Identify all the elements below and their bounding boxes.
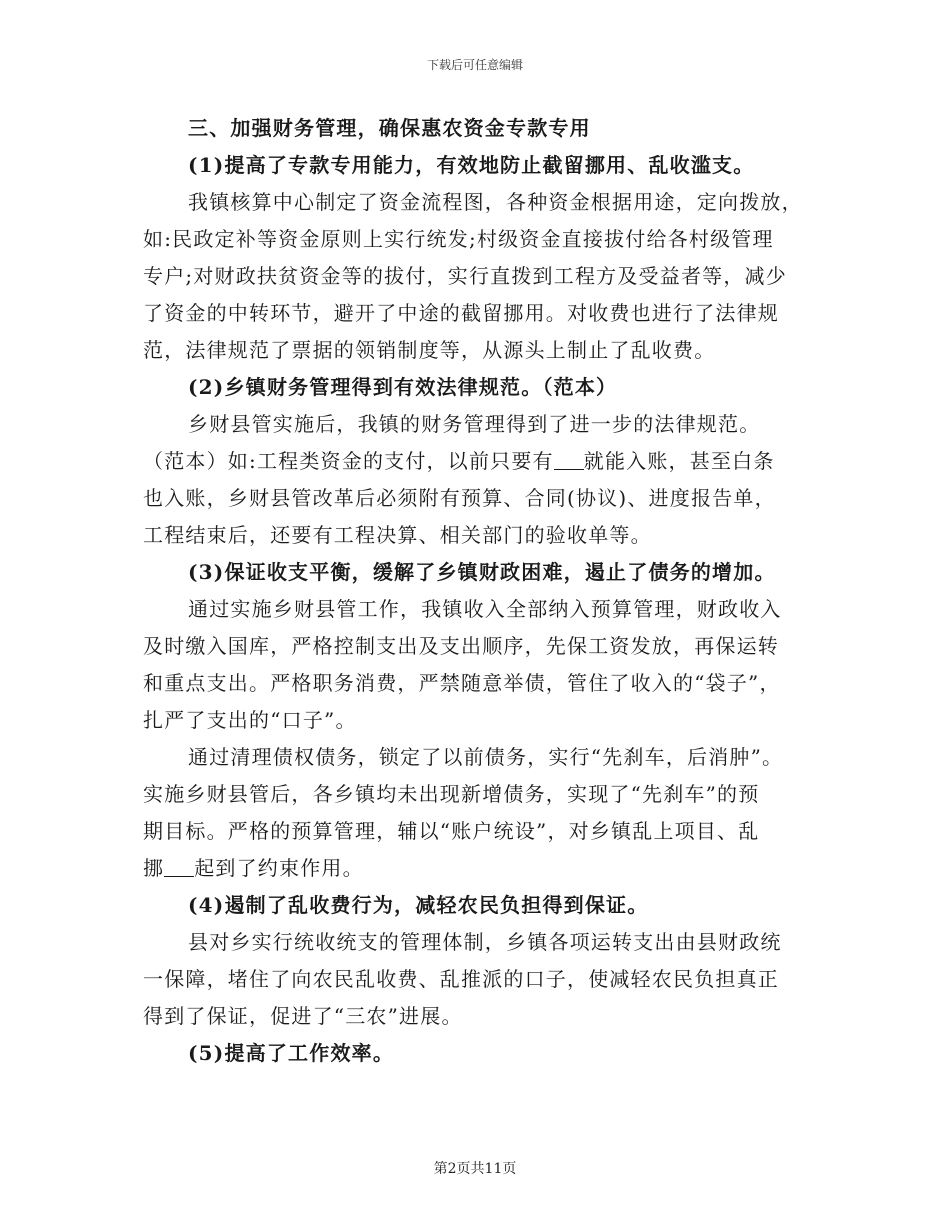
subheading: (4)遏制了乱收费行为，减轻农民负担得到保证。 (188, 893, 649, 917)
paragraph-line: 也入账，乡财县管改革后必须附有预算、合同(协议)、进度报告单， (143, 486, 776, 510)
paragraph-line: 了资金的中转环节，避开了中途的截留挪用。对收费也进行了法律规 (143, 301, 779, 325)
page-footer: 第2页共11页 (433, 1161, 517, 1177)
paragraph-line (143, 850, 813, 887)
paragraph-line: 得到了保证，促进了“三农”进展。 (143, 1004, 463, 1028)
page-header: 下载后可任意编辑 (426, 58, 523, 72)
paragraph-line (143, 443, 813, 480)
subheading: (1)提高了专款专用能力，有效地防止截留挪用、乱收滥支。 (188, 153, 755, 177)
text-segment: 就能入账，甚至白条 (583, 449, 775, 473)
section-heading: 三、加强财务管理，确保惠农资金专款专用 (188, 116, 591, 140)
text-segment: 挪 (143, 856, 165, 880)
subheading: (2)乡镇财务管理得到有效法律规范。（范本） (188, 375, 618, 399)
paragraph-line: 通过清理债权债务，锁定了以前债务，实行“先刹车，后消肿”。 (188, 745, 784, 769)
text-segment: （范本）如:工程类资金的支付，以前只要有 (143, 449, 554, 473)
paragraph-line: 通过实施乡财县管工作，我镇收入全部纳入预算管理，财政收入 (188, 597, 782, 621)
paragraph-line: 及时缴入国库，严格控制支出及支出顺序，先保工资发放，再保运转 (143, 634, 779, 658)
paragraph-line: 如:民政定补等资金原则上实行统发;村级资金直接拔付给各村级管理 (143, 227, 774, 251)
subheading: (3)保证收支平衡，缓解了乡镇财政困难，遏止了债务的增加。 (188, 560, 776, 584)
paragraph-line: 和重点支出。严格职务消费，严禁随意举债，管住了收入的“袋子”， (143, 671, 781, 695)
fill-blank (554, 449, 584, 470)
paragraph-line: 工程结束后，还要有工程决算、相关部门的验收单等。 (143, 523, 652, 547)
paragraph-line: 范，法律规范了票据的领销制度等，从源头上制止了乱收费。 (143, 338, 716, 362)
document-body (143, 110, 813, 1072)
paragraph-line: 期目标。严格的预算管理，辅以“账户统设”，对乡镇乱上项目、乱 (143, 819, 760, 843)
text-segment: 起到了约束作用。 (194, 856, 364, 880)
paragraph-line: 专户;对财政扶贫资金等的拔付，实行直拨到工程方及受益者等，减少 (143, 264, 787, 288)
paragraph-line: 乡财县管实施后，我镇的财务管理得到了进一步的法律规范。 (188, 412, 761, 436)
subheading: (5)提高了工作效率。 (188, 1041, 395, 1065)
paragraph-line: 扎严了支出的“口子”。 (143, 708, 357, 732)
paragraph-line: 我镇核算中心制定了资金流程图，各种资金根据用途，定向拨放， (188, 190, 803, 214)
paragraph-line: 实施乡财县管后，各乡镇均未出现新增债务，实现了“先刹车”的预 (143, 782, 760, 806)
paragraph-line: 一保障，堵住了向农民乱收费、乱推派的口子，使减轻农民负担真正 (143, 967, 779, 991)
fill-blank (164, 856, 194, 877)
paragraph-line: 县对乡实行统收统支的管理体制，乡镇各项运转支出由县财政统 (188, 930, 782, 954)
